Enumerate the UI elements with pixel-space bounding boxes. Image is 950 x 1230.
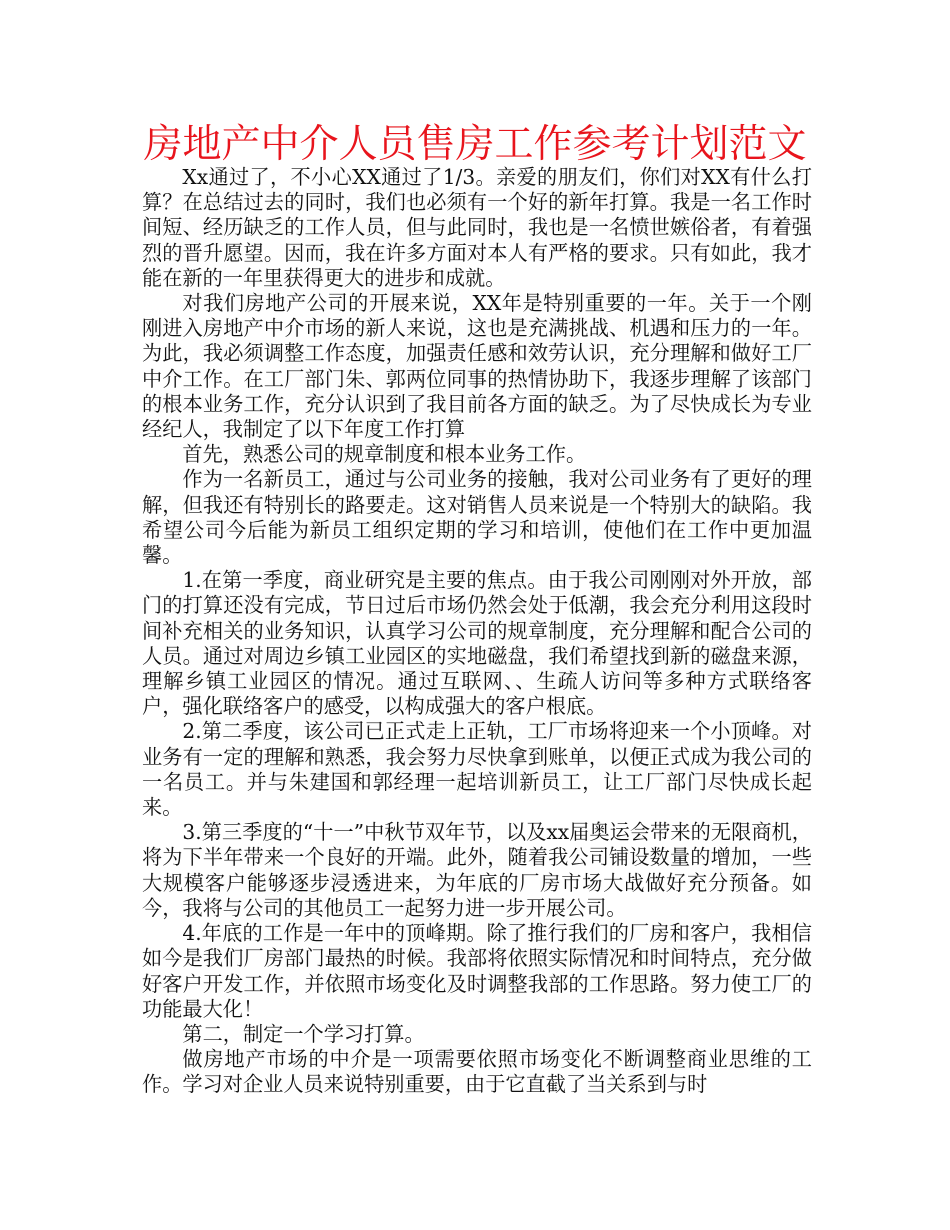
document-body: [142, 165, 812, 1098]
paragraph: 第二，制定一个学习打算。: [182, 1021, 425, 1046]
paragraph: 首先，熟悉公司的规章制度和根本业务工作。: [182, 442, 587, 467]
paragraph: 2.第二季度，该公司已正式走上正轨，工厂市场将迎来一个小顶峰。对业务有一定的理解和熟悉，我会努力尽快拿到账单，以便正式成为我公司的一名员工。并与朱建国和郭经理一起培训新员工，让工厂部门尽快成长起来。: [142, 719, 812, 820]
paragraph: 作为一名新员工，通过与公司业务的接触，我对公司业务有了更好的理解，但我还有特别长的路要走。这对销售人员来说是一个特别大的缺陷。我希望公司今后能为新员工组织定期的学习和培训，使他们在工作中更加温馨。: [142, 467, 812, 568]
paragraph: Xx通过了，不小心XX通过了1/3。亲爱的朋友们，你们对XX有什么打算？在总结过去的同时，我们也必须有一个好的新年打算。我是一名工作时间短、经历缺乏的工作人员，但与此同时，我也是一名愤世嫉俗者，有着强烈的晋升愿望。因而，我在许多方面对本人有严格的要求。只有如此，我才能在新的一年里获得更大的进步和成就。: [142, 165, 812, 290]
paragraph: 3.第三季度的“十一”中秋节双年节，以及xx届奥运会带来的无限商机，将为下半年带来一个良好的开端。此外，随着我公司铺设数量的增加，一些大规模客户能够逐步浸透进来，为年底的厂房市场大战做好充分预备。如今，我将与公司的其他员工一起努力进一步开展公司。: [142, 820, 812, 920]
paragraph: 做房地产市场的中介是一项需要依照市场变化不断调整商业思维的工作。学习对企业人员来说特别重要，由于它直截了当关系到与时: [142, 1047, 812, 1097]
paragraph: 4.年底的工作是一年中的顶峰期。除了推行我们的厂房和客户，我相信如今是我们厂房部门最热的时候。我部将依照实际情况和时间特点，充分做好客户开发工作，并依照市场变化及时调整我部的工作思路。努力使工厂的功能最大化！: [142, 921, 812, 1021]
paragraph: 1.在第一季度，商业研究是主要的焦点。由于我公司刚刚对外开放，部门的打算还没有完成，节日过后市场仍然会处于低潮，我会充分利用这段时间补充相关的业务知识，认真学习公司的规章制度，充分理解和配合公司的人员。通过对周边乡镇工业园区的实地磁盘，我们希望找到新的磁盘来源，理解乡镇工业园区的情况。通过互联网、、生疏人访问等多种方式联络客户，强化联络客户的感受，以构成强大的客户根底。: [142, 568, 812, 719]
document-title: 房地产中介人员售房工作参考计划范文: [143, 122, 807, 167]
paragraph: 对我们房地产公司的开展来说，XX年是特别重要的一年。关于一个刚刚进入房地产中介市场的新人来说，这也是充满挑战、机遇和压力的一年。为此，我必须调整工作态度，加强责任感和效劳认识，充分理解和做好工厂中介工作。在工厂部门朱、郭两位同事的热情协助下，我逐步理解了该部门的根本业务工作，充分认识到了我目前各方面的缺乏。为了尽快成长为专业经纪人，我制定了以下年度工作打算: [142, 291, 812, 442]
